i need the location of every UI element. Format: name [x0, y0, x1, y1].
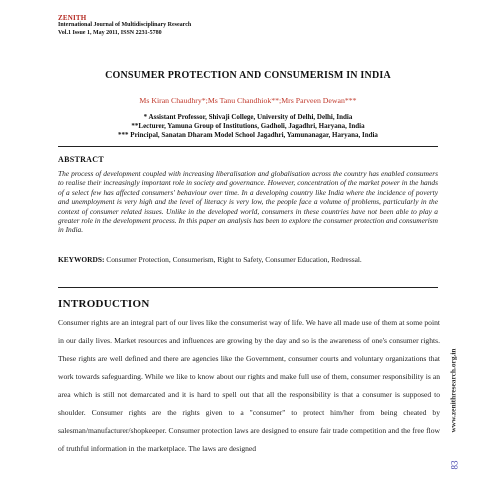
keywords: [58, 253, 438, 266]
paper-title: CONSUMER PROTECTION AND CONSUMERISM IN INDIA: [105, 70, 391, 81]
introduction-text: Consumer rights are an integral part of our lives like the consumerist way of life. We have all made use of them at some point in our daily lives. Market resources and influences are growing by the day and so is the awareness of one's consumer rights. These rights are well defined and there are agencies like the Government, consumer courts and voluntary organizations that work towards safeguarding. While we like to know about our rights and make full use of them, consumer responsibility is an area which is still not demarcated and it is hard to spell out that all the responsibility is that a consumer is supposed to shoulder. Consumer rights are the rights given to a "consumer" to protect him/her from being cheated by salesman/manufacturer/shopkeeper. Consumer protection laws are designed to ensure fair trade competition and the free flow of truthful information in the marketplace. The laws are designed: [58, 318, 440, 453]
journal-subtitle: International Journal of Multidisciplinary Research: [58, 22, 192, 28]
keywords-label: KEYWORDS:: [58, 255, 105, 264]
page-number: [445, 456, 463, 474]
affiliation-1: * Assistant Professor, Shivaji College, University of Delhi, Delhi, India: [143, 113, 353, 121]
journal-header: [58, 14, 191, 37]
abstract-text: The process of development coupled with increasing liberalisation and globalisation across the country has enabled consumers to realise their increasingly important role in society and governance. However, concentration of the market power in the hands of a select few has affected consumers' behaviour over time. In a developing country like India where the incidence of poverty and unemployment is very high and the level of literacy is very low, the people face a volume of problems, particularly in the context of consumer related issues. Unlike in the developed world, consumers in these countries have not been able to play a greater role in the development process. In this paper an analysis has been to explore the consumer protection and consumerism in India.: [58, 169, 438, 235]
divider-top: [58, 146, 438, 147]
side-url-text: www.zenithresearch.org.in: [448, 347, 458, 433]
side-url: [446, 340, 460, 440]
abstract-heading: ABSTRACT: [58, 155, 104, 164]
affiliation-3: *** Principal, Sanatan Dharam Model School Jagadhri, Yamunanagar, Haryana, India: [118, 131, 378, 139]
divider-bottom: [58, 287, 438, 288]
paper-authors: Ms Kiran Chaudhry*;Ms Tanu Chandhiok**;Mrs Parveen Dewan***: [139, 96, 357, 105]
journal-name: ZENITH: [58, 14, 87, 22]
introduction-heading: INTRODUCTION: [58, 298, 150, 310]
journal-issue: Vol.1 Issue 1, May 2011, ISSN 2231-5780: [58, 29, 162, 36]
affiliation-2: **Lecturer, Yamuna Group of Institutions, Gadholi, Jagadhri, Haryana, India: [131, 122, 365, 130]
page-number-text: 83: [449, 460, 459, 470]
keywords-text: Consumer Protection, Consumerism, Right to Safety, Consumer Education, Redressal.: [106, 255, 362, 264]
